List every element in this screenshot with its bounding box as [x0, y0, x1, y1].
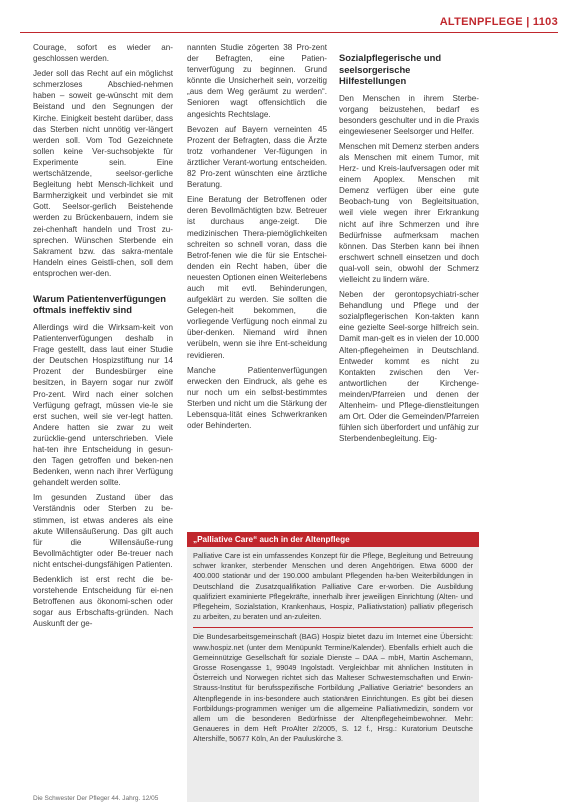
info-box-paragraph: Die Bundesarbeitsgemeinschaft (BAG) Hospiz bietet dazu im Internet eine Übersicht: www.hospiz.net (unter dem Menüpunkt Termine/Kalender). Ebenfalls erhielt auch die Gemeinnützige Gesellschaft für soziale Dienste – DAA – mbH, Martin Aschemann, Grosse Rosengasse 1, 99049 Ingolstadt. Vergleichbar mit ähnlichen Instituten in Österreich und Norwegen richtet sich das Malteser Schwesternschaften und Erwin-Strauss-Institut für berufsspezifische Fortbildung „Palliative Geriatrie“ besonders an Altenpflegende in ins-besondere auch stationären Einrichtungen. Es gibt bei diesen Fortbildungs-programmen weniger um die allgemeine Palliativmedizin, sondern vor allem um die besonderen Bedürfnisse der Altenpflegeheimbewohner. Mehr: Genaueres in dem Heft ProAlter 2/2005, S. 12 f., Hrsg.: Kuratorium Deutsche Altershilfe, 50677 Köln, An der Pauluskirche 3.	[193, 632, 473, 744]
text-column-3	[339, 42, 479, 448]
page-footer: Die Schwester Der Pfleger 44. Jahrg. 12/05	[33, 795, 159, 802]
paragraph: Bedenklich ist erst recht die be-vorstehende Entscheidung für ei-nen Betroffenen aus ökonomi-schen oder sogar aus Erbschafts-gründen. Nach Auskunft der ge-	[33, 575, 173, 629]
running-header-title: ALTENPFLEGE | 1103	[439, 16, 558, 28]
paragraph: nannten Studie zögerten 38 Pro-zent der Befragten, eine Patien-tenverfügung zu beginnen. Grund könnte die Unsicherheit sein, vorzeitig „aus dem Weg geräumt zu werden“. Senioren wagt offensichtlich die angesichts Rechtslage.	[187, 43, 327, 119]
info-box-paragraph: Palliative Care ist ein umfassendes Konzept für die Pflege, Begleitung und Betreuung schwer kranker, sterbender Menschen und deren Angehörigen. Etwa 6000 der 400.000 stationär und der 190.000 ambulant Pflegenden ha-ben Weiterbildungen in Deutschland die Zusatzqualifikation Palliative Care er-worben. Die Ausbildung qualifiziert examinierte Pflegekräfte, innerhalb ihrer jeweiligen Einrichtung (Alten- und Pflegeheim, Sozialstation, Krankenhaus, Hospiz, Palliativstation) palliativ pflegerisch zu arbeiten, zu beraten und an-zuleiten.	[193, 551, 473, 622]
paragraph: Eine Beratung der Betroffenen oder deren Bevollmächtigten bzw. Betreuer ist durchaus ange-zeigt. Die medizinischen Thera-piemöglichkeiten schreiten so schnell voran, dass die Betrof-fenen wie die für sie Entschei-denden ein Recht haben, über die neuesten Optionen einen Weiterlebens auch mit evtl. Behinderungen, aufgeklärt zu werden. Sie sollten die Gelegen-heit bekommen, die vorliegende Verfügung noch einmal zu über-denken. Niemand wird ihnen verübeln, wenn sie ihre Ent-scheidung revidieren.	[187, 195, 327, 360]
paragraph: Courage, sofort es wieder an-geschlossen werden.	[33, 43, 173, 64]
text-column-1	[33, 42, 173, 634]
paragraph: Allerdings wird die Wirksam-keit von Patientenverfügungen deshalb in Frage gestellt, dass laut einer Studie der Deutschen Hospizstiftung nur 14 Prozent der Bundesbürger eine besitzen, in Bayern sogar nur zwölf Pro-zent. Wird nach einer solchen Verfügung gefragt, müssen vie-le sie erst suchen, weil sie ver-legt hatten. Andere hatten sie zwar zu weit zurücklie-gend unterschrieben. Viele hat-ten ihre Entscheidung in gesun-den Tagen getroffen und beken-nen Bedenken, wenn nach ihrer Verfügung gehandelt werden sollte.	[33, 322, 173, 488]
section-heading: Sozialpflegerische und seelsorgerische Hilfestellungen	[339, 52, 442, 86]
paragraph: Neben der gerontopsychiatri-scher Behandlung und Pflege und der sozialpflegerischen Kon-takten kann eine gezielte Seel-sorge hilfreich sein. Damit man-gelt es in vielen der 10.000 Alten-pflegeheimen in Deutschland. Entweder kommt es nicht zu Kontakten zwischen den Ver-antwortlichen der Kirchenge-meinden/Pfarreien und denen der Altenheim- und Pflege-dienstleitungen am Ort. Oder die Gemeinden/Pfarreien fühlen sich überfordert und unfähig zur Sterbendenbegleitung. Eig-	[339, 290, 479, 444]
paragraph: Bevozen auf Bayern verneinten 45 Prozent der Befragten, dass die Ärzte trotz vorhandener Ver-fügungen in ärztlicher Verant-wortung entscheiden. 82 Pro-zent wünschten eine ärztliche Beratung.	[187, 124, 327, 190]
text-column-2	[187, 42, 327, 435]
info-box-palliative-care	[187, 532, 479, 802]
info-box-divider	[193, 627, 473, 628]
header-divider	[20, 32, 558, 33]
section-heading: Warum Patientenverfügungen oftmals ineffektiv sind	[33, 292, 166, 316]
paragraph: Im gesunden Zustand über das Verständnis oder Sterben zu be-stimmen, ist etwas anderes als eine akute Willensäußerung. Das gilt auch für die Willensäuße-rung Bevollmächtigter oder Be-treuer nach nicht entschei-dungsfähigen Patienten.	[33, 493, 173, 569]
paragraph: Manche Patientenverfügungen erwecken den Eindruck, als gehe es nur noch um ein selbst-bestimmtes Sterben und nicht um die Stärkung der Lebensqua-lität eines Schwerkranken oder Behinderten.	[187, 365, 327, 431]
paragraph: Den Menschen in ihrem Sterbe-vorgang beizustehen, bedarf es besonders geschulter und in die Praxis eingewiesener Seelsorger und Helfer.	[339, 93, 479, 136]
paragraph: Menschen mit Demenz sterben anders als Menschen mit einem Tumor, mit Herz- und Kreis-laufversagen oder mit einem Apoplex. Menschen mit Demenz verfügen über eine gute Beobach-tung von Begleitsituation, weil viele wegen ihrer Erkrankung nicht auf ihre Schmerzen und ihre Bedürfnisse aufmerksam machen können. Das Sterben kann bei ihnen erschwert schnell einsetzen und doch qual-voll sein, obwohl der Schmerz vielleicht zu lindern wäre.	[339, 141, 479, 284]
page-header	[0, 0, 570, 46]
paragraph: Jeder soll das Recht auf ein möglichst schmerzloses Abschied-nehmen haben – soweit ge-wünscht mit dem Beistand und den Segnungen der Kirche. Einigkeit besteht darüber, dass das Sterben nicht unnötig ver-längert werden soll. Vom Tod Gezeichnete sollen keine Ver-suchsobjekte für Experimente sein. Eine wertschätzende, seelsor-gerliche Begleitung hebt Mensch-lichkeit und Barmherzigkeit und verbindet sie mit Gott. Seelsor-gerlich Beistehende werden zu Brückenbauern, indem sie zei-chenhaft handeln und Trost zu-sprechen. Wünschen Sterbende ein Sakrament bzw. das sakra-mentale Handeln eines Geistli-chen, soll dem entsprochen wer-den.	[33, 69, 173, 278]
info-box-body	[187, 547, 479, 745]
info-box-heading: „Palliative Care“ auch in der Altenpflege	[187, 532, 479, 547]
